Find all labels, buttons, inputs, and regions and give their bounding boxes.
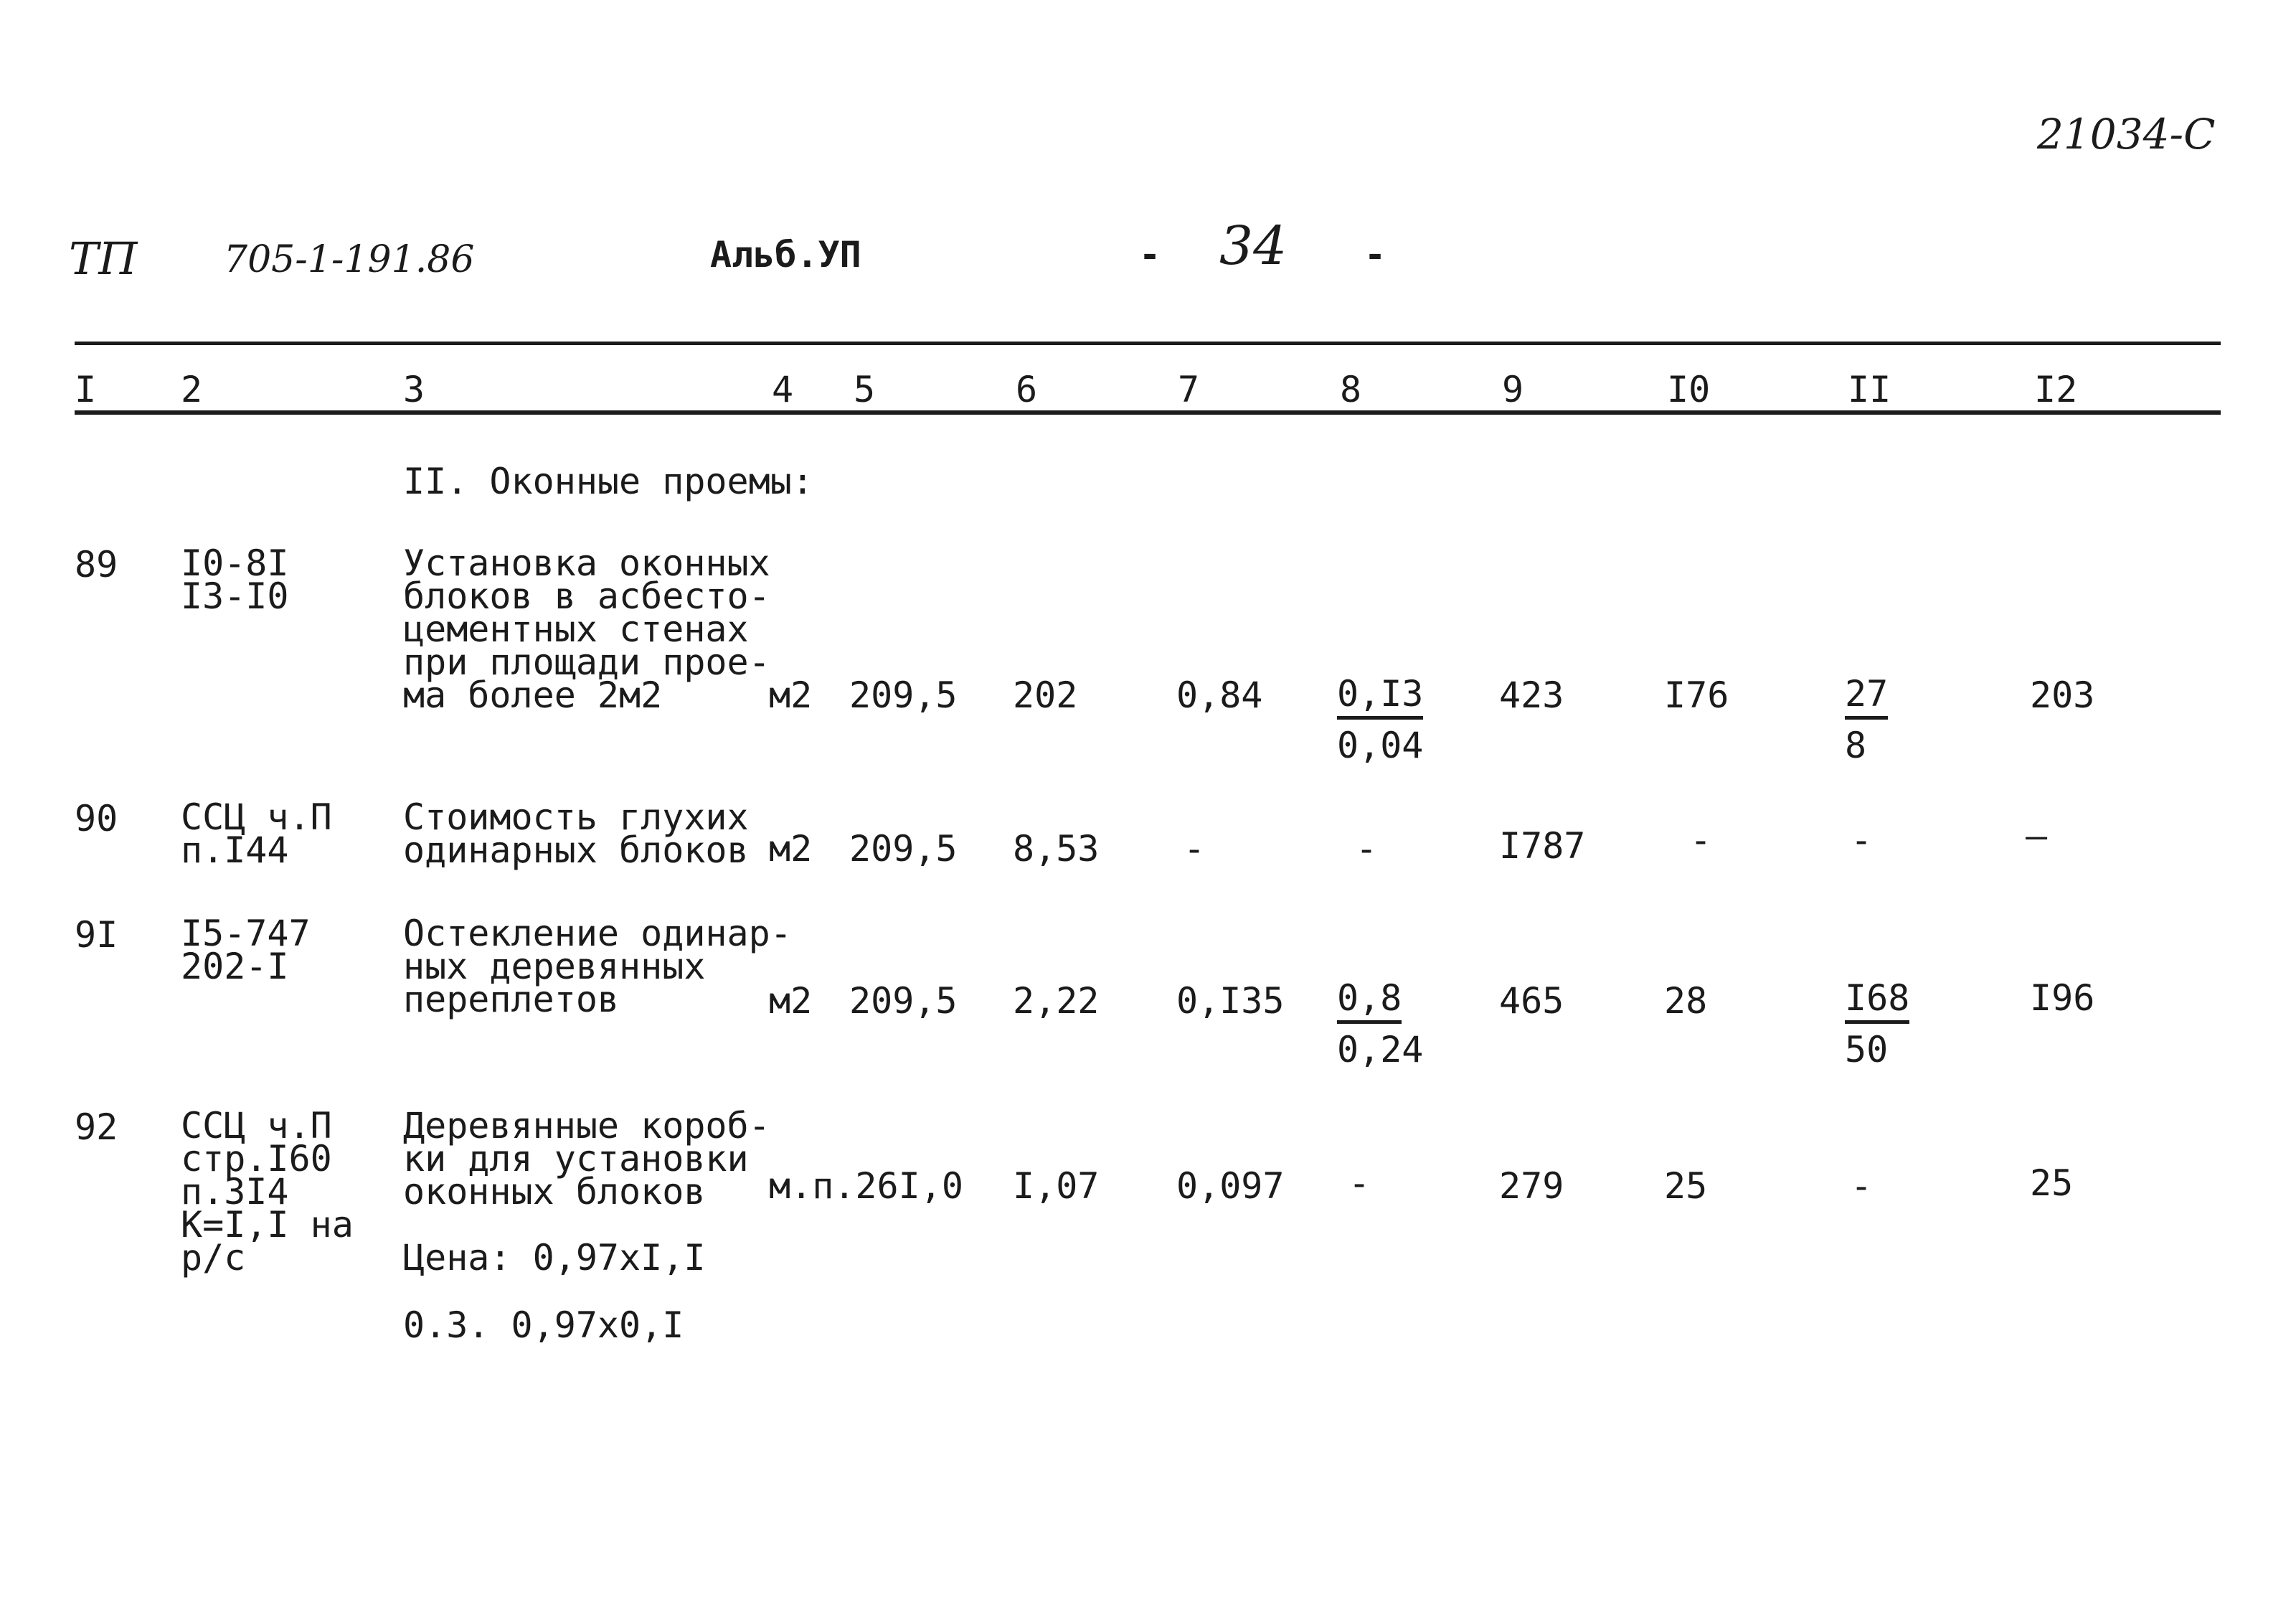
col-10-value: 28 <box>1664 980 1708 1022</box>
col-7-value: 0,I35 <box>1176 980 1285 1022</box>
col-8-numerator <box>1337 673 1424 720</box>
quantity: 209,5 <box>849 828 958 870</box>
col-8-numerator <box>1337 977 1402 1024</box>
section-title: II. Оконные проемы: <box>403 461 813 502</box>
wage-note: 0.3. 0,97х0,I <box>403 1304 684 1346</box>
col-11-top: I68 <box>1845 980 1909 1024</box>
series-prefix: ТП <box>69 232 138 285</box>
column-header: 6 <box>1016 369 1038 410</box>
column-header: 4 <box>772 369 794 410</box>
unit-price: I,07 <box>1013 1165 1100 1207</box>
col-10-value: - <box>1690 819 1712 861</box>
unit-price: 2,22 <box>1013 980 1100 1022</box>
col-12-value: I96 <box>2030 977 2095 1019</box>
series-number: 705-1-191.86 <box>224 238 475 281</box>
row-number: 92 <box>75 1106 118 1148</box>
unit: м2 <box>769 980 813 1022</box>
col-9-value: 465 <box>1499 980 1564 1022</box>
col-10-value: I76 <box>1664 674 1729 716</box>
norm-code: I0-8I I3-I0 <box>181 542 289 617</box>
col-12-value: 203 <box>2030 674 2095 716</box>
norm-code: ССЦ ч.П п.I44 <box>181 796 332 871</box>
quantity: 209,5 <box>849 980 958 1022</box>
col-8-top: 0,8 <box>1337 980 1402 1024</box>
work-description: Остекление одинар- ных деревянных переплетов <box>403 913 792 1020</box>
work-description: Стоимость глухих одинарных блоков <box>403 796 749 871</box>
column-header: I2 <box>2034 369 2078 410</box>
row-number: 9I <box>75 914 118 956</box>
page-dash-left: - <box>1139 234 1161 276</box>
row-number: 89 <box>75 544 118 585</box>
unit-price: 202 <box>1013 674 1078 716</box>
unit: м2 <box>769 828 813 870</box>
document-number: 21034-С <box>2037 110 2216 159</box>
quantity: 209,5 <box>849 674 958 716</box>
col-9-value: 423 <box>1499 674 1564 716</box>
col-7-value: 0,097 <box>1176 1165 1285 1207</box>
col-11-numerator <box>1845 977 1910 1024</box>
unit-price: 8,53 <box>1013 828 1100 870</box>
row-number: 90 <box>75 798 118 839</box>
col-9-value: I787 <box>1499 825 1586 867</box>
column-header: 2 <box>181 369 203 410</box>
page-dash-right: - <box>1364 234 1386 276</box>
column-header: 7 <box>1178 369 1200 410</box>
col-11-numerator <box>1845 673 1889 720</box>
col-11-value: - <box>1851 1165 1873 1207</box>
col-11-denominator: 50 <box>1845 1029 1889 1070</box>
col-7-value: 0,84 <box>1176 674 1263 716</box>
table-top-rule <box>75 342 2221 345</box>
col-10-value: 25 <box>1664 1165 1708 1207</box>
column-header: 9 <box>1502 369 1524 410</box>
col-8-top: 0,I3 <box>1337 676 1423 720</box>
column-header: 8 <box>1340 369 1362 410</box>
col-8-denominator: 0,24 <box>1337 1029 1424 1070</box>
col-11-top: 27 <box>1845 676 1888 720</box>
col-12-value: — <box>2026 815 2048 857</box>
work-description: Установка оконных блоков в асбесто- цементных стенах при площади прое- ма более 2м2 <box>403 542 770 716</box>
column-header: I <box>75 369 97 410</box>
norm-code: ССЦ ч.П стр.I60 п.3I4 К=I,I на р/с <box>181 1105 354 1279</box>
column-header: 3 <box>403 369 425 410</box>
page-number: 34 <box>1219 215 1288 277</box>
col-12-value: 25 <box>2030 1162 2074 1204</box>
unit: м2 <box>769 674 813 716</box>
work-description: Деревянные короб- ки для установки оконных блоков <box>403 1105 770 1213</box>
album-label: Альб.УП <box>710 234 861 276</box>
table-header-rule <box>75 410 2221 415</box>
col-7-value: - <box>1184 828 1206 870</box>
col-8-value: - <box>1356 828 1378 870</box>
col-9-value: 279 <box>1499 1165 1564 1207</box>
col-8-value: - <box>1348 1162 1371 1204</box>
column-header: II <box>1848 369 1891 410</box>
column-header: 5 <box>854 369 876 410</box>
col-11-denominator: 8 <box>1845 725 1867 766</box>
price-note: Цена: 0,97хI,I <box>403 1237 706 1279</box>
unit-and-quantity: м.п.26I,0 <box>769 1165 963 1207</box>
col-11-value: - <box>1851 819 1873 861</box>
norm-code: I5-747 202-I <box>181 913 311 987</box>
col-8-denominator: 0,04 <box>1337 725 1424 766</box>
column-header: I0 <box>1667 369 1711 410</box>
